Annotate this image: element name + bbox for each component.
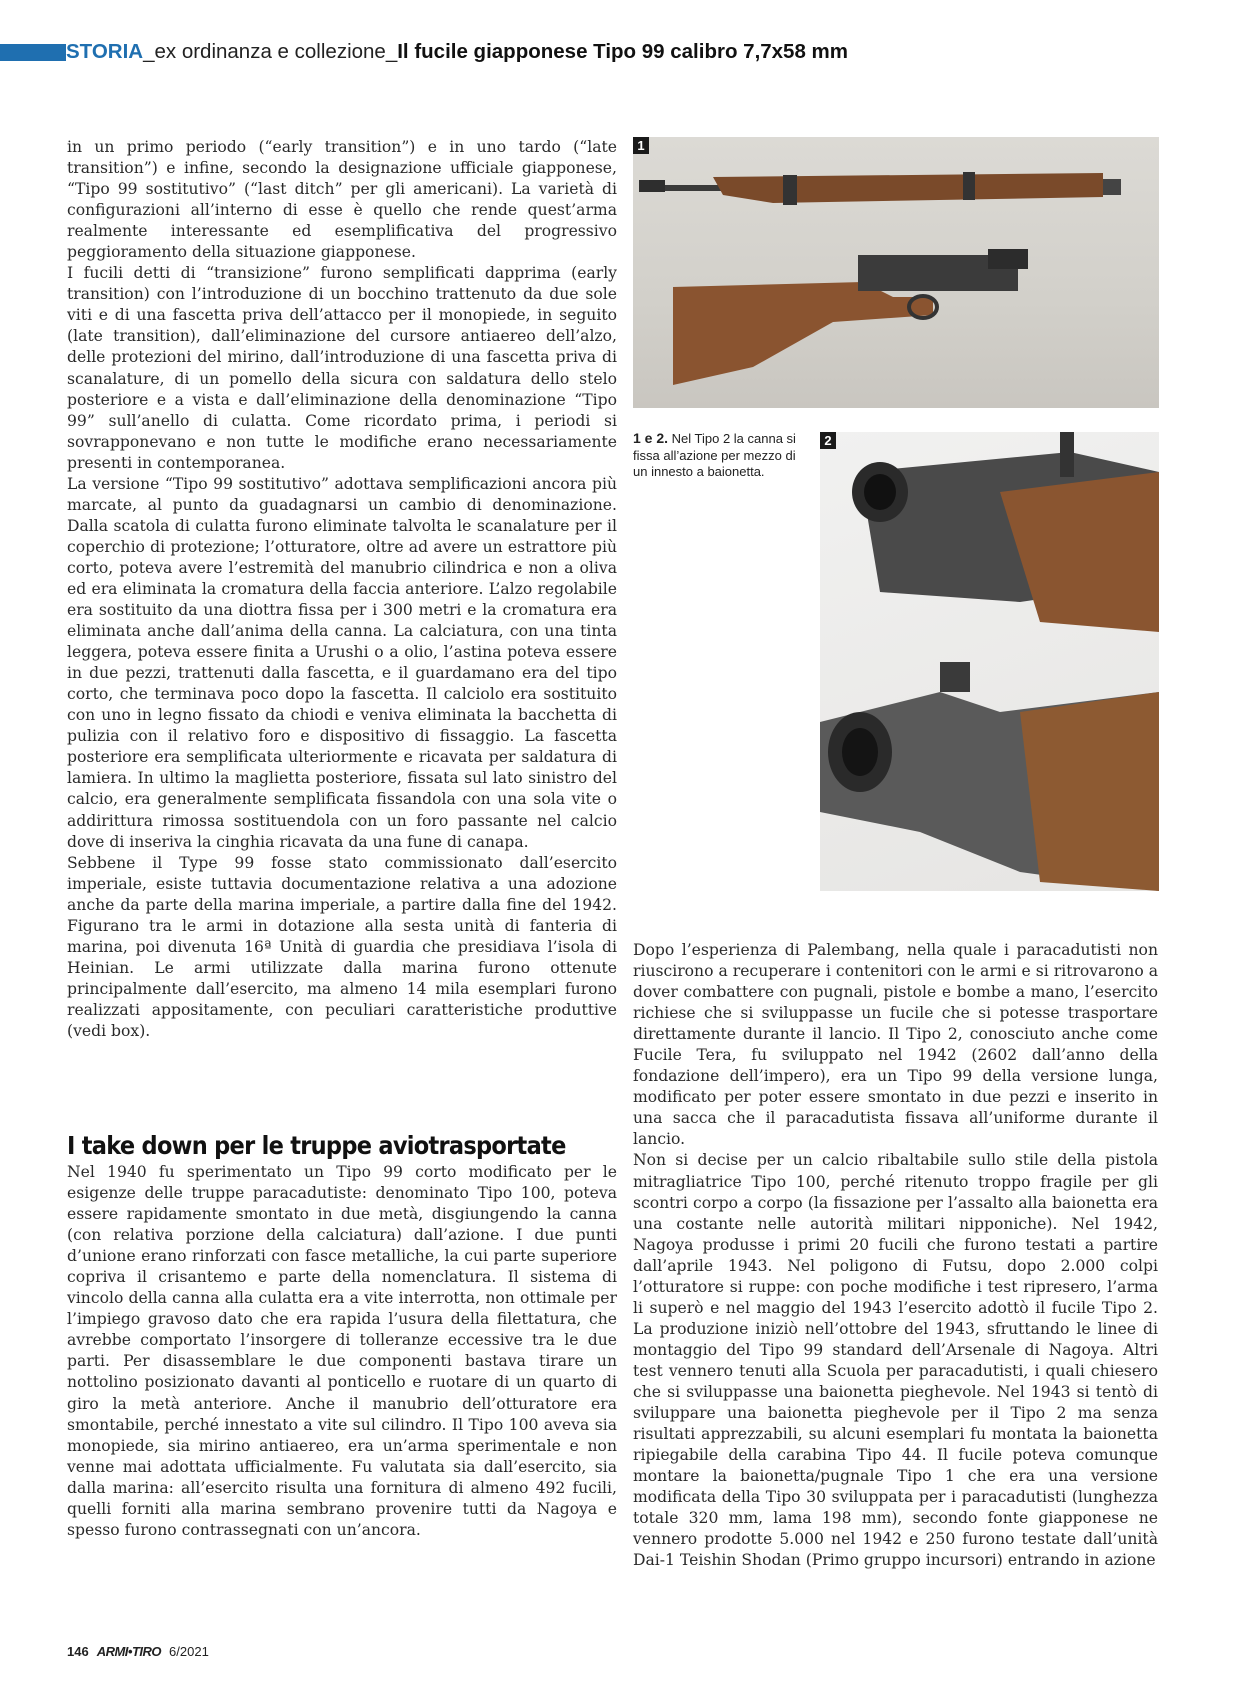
paragraph: Sebbene il Type 99 fosse stato commissionato dall’esercito imperiale, esiste tuttavia documentazione relativa a una adozione anche da parte della marina imperiale, a partire dalla fine del 1942. Figurano tra le armi in dotazione alla sesta unità di fanteria di marina, poi divenuta 16ª Unità di guardia che presidiava l’isola di Heinian. Le armi utilizzate dalla marina furono ottenute principalmente dall’esercito, ma almeno 14 mila esemplari furono realizzati appositamente, con peculiari caratteristiche produttive (vedi box).	[67, 853, 617, 1040]
column-right	[633, 940, 1158, 1571]
subsection-label: _ex ordinanza e collezione_	[143, 40, 398, 63]
page-number: 146	[67, 1644, 89, 1659]
figure-number-badge: 2	[820, 432, 836, 449]
section-heading: I take down per le truppe aviotrasportate	[67, 1131, 566, 1160]
header-accent-bar	[0, 44, 66, 61]
article-title: Il fucile giapponese Tipo 99 calibro 7,7x58 mm	[397, 40, 849, 63]
caption-lead: 1 e 2.	[633, 430, 669, 446]
bayonet-joint-illustration	[820, 432, 1159, 891]
magazine-name: ARMI•TIRO	[96, 1644, 162, 1659]
column-left-bottom	[67, 1162, 617, 1541]
rifle-photo-detail	[820, 432, 1159, 891]
page-footer	[67, 1644, 209, 1659]
rifle-disassembled-illustration	[633, 137, 1159, 408]
running-header	[66, 40, 848, 64]
figure-caption	[633, 430, 813, 481]
rifle-photo-full	[633, 137, 1159, 408]
paragraph: Nel 1940 fu sperimentato un Tipo 99 corto modificato per le esigenze delle truppe paracadutiste: denominato Tipo 100, poteva essere rapidamente smontato in due metà, disgiungendo la canna (con relativa porzione della calciatura) dall’azione. I due punti d’unione erano rinforzati con fasce metalliche, la cui parte superiore copriva il crisantemo e parte della nomenclatura. Il sistema di vincolo della canna alla culatta era a vite interrotta, non ottimale per l’impiego gravoso dato che era rapida l’usura della filettatura, che avrebbe comportato l’insorgere di tolleranze eccessive tra le due parti. Per disassemblare le due componenti bastava tirare un nottolino posizionato davanti al ponticello e ruotare di un quarto di giro la metà anteriore. Anche il manubrio dell’otturatore era smontabile, perché innestato a vite sul cilindro. Il Tipo 100 aveva sia monopiede, sia mirino antiaereo, era un’arma sperimentale e non venne mai adottata ufficialmente. Fu valutata sia dall’esercito, sia dalla marina: all’esercito risulta una fornitura di almeno 492 fucili, quelli forniti alla marina sembrano provenire tutti da Nagoya e spesso furono contrassegnati con un’ancora.	[67, 1163, 617, 1539]
figure-number-badge: 1	[633, 137, 649, 154]
paragraph: La versione “Tipo 99 sostitutivo” adottava semplificazioni ancora più marcate, al punto da guadagnarsi un cambio di denominazione. Dalla scatola di culatta furono eliminate talvolta le scanalature per il coperchio di protezione; l’otturatore, oltre ad avere un estrattore più corto, poteva avere l’estremità del manubrio cilindrica e non a oliva ed era eliminata la cromatura della faccia anteriore. L’alzo regolabile era sostituito da una diottra fissa per i 300 metri e la cromatura era eliminata anche dall’anima della canna. La calciatura, con una tinta leggera, poteva essere finita a Urushi o a olio, l’astina poteva essere in due pezzi, trattenuti dalla fascetta, e il guardamano era del tipo corto, che terminava poco dopo la fascetta. Il calciolo era sostituito con uno in legno fissato da chiodi e veniva eliminata la bacchetta di pulizia con il relativo foro e dispositivo di fissaggio. La fascetta posteriore era semplificata ulteriormente e ricavata per saldatura di lamiera. In ultimo la maglietta posteriore, fissata sul lato sinistro del calcio, era generalmente semplificata fissandola con una sola vite o addirittura rimossa sostituendola con un foro passante nel calcio dove di inseriva la cinghia ricavata da una fune di canapa.	[67, 474, 617, 851]
paragraph: Dopo l’esperienza di Palembang, nella quale i paracadutisti non riuscirono a recuperare i contenitori con le armi e si ritrovarono a dover combattere con pugnali, pistole e bombe a mano, l’esercito richiese che si sviluppasse un fucile che si potesse trasportare direttamente durante il lancio. Il Tipo 2, conosciuto anche come Fucile Tera, fu sviluppato nel 1942 (2602 dall’anno della fondazione dell’impero), era un Tipo 99 della versione lunga, modificato per poter essere smontato in due pezzi e inserito in una sacca che il paracadutista fissava all’uniforme durante il lancio.	[633, 941, 1158, 1149]
caption-text: Nel Tipo 2 la canna si fissa all’azione per mezzo di un innesto a baionetta.	[633, 431, 796, 479]
paragraph: Non si decise per un calcio ribaltabile sullo stile della pistola mitragliatrice Tipo 100, perché ritenuto troppo fragile per gli scontri corpo a corpo (la fissazione per l’assalto alla baionetta era una costante nelle autorità militari nipponiche). Nel 1942, Nagoya produsse i primi 20 fucili che furono testati a partire dall’aprile 1943. Nel poligono di Futsu, dopo 2.000 colpi l’otturatore si ruppe: con poche modifiche i test ripresero, l’arma li superò e nel maggio del 1943 l’esercito adottò il fucile Tipo 2. La produzione iniziò nell’ottobre del 1943, sfruttando le linee di montaggio del Tipo 99 standard dell’Arsenale di Nagoya. Altri test vennero tenuti alla Scuola per paracadutisti, i quali chiesero che si sviluppasse una baionetta pieghevole. Nel 1943 si tentò di sviluppare una baionetta pieghevole per il Tipo 2 ma senza risultati apprezzabili, su alcuni esemplari fu montata la baionetta ripiegabile della carabina Tipo 44. Il fucile poteva comunque montare la baionetta/pugnale Tipo 1 che era una versione modificata della Tipo 30 sviluppata per i paracadutisti (lunghezza totale 320 mm, lama 198 mm), secondo fonte giapponese ne vennero prodotte 5.000 nel 1942 e 250 furono testate dall’unità Dai-1 Teishin Shodan (Primo gruppo incursori) entrando in azione	[633, 1151, 1158, 1570]
paragraph: I fucili detti di “transizione” furono semplificati dapprima (early transition) con l’introduzione di un bocchino trattenuto da due sole viti e di una fascetta priva dell’attacco per il monopiede, in seguito (late transition), dall’eliminazione del cursore antiaereo dell’alzo, delle protezioni del mirino, dall’introduzione di una fascetta priva di scanalature, di un pomello della sicura con saldatura dello stelo posteriore e a vista e dall’eliminazione della denominazione “Tipo 99” sull’anello di culatta. Come ricordato prima, i periodi si sovrapponevano e non tutte le modifiche erano necessariamente presenti in contemporanea.	[67, 264, 617, 472]
issue-number: 6/2021	[169, 1644, 209, 1659]
paragraph: in un primo periodo (“early transition”) e in uno tardo (“late transition”) e infine, secondo la designazione ufficiale giapponese, “Tipo 99 sostitutivo” (“last ditch” per gli americani). La varietà di configurazioni all’interno di esse è quello che rende quest’arma realmente interessante ed esemplificativa del progressivo peggioramento della situazione giapponese.	[67, 138, 617, 262]
column-left-top	[67, 137, 617, 1042]
section-label: STORIA	[66, 40, 144, 63]
